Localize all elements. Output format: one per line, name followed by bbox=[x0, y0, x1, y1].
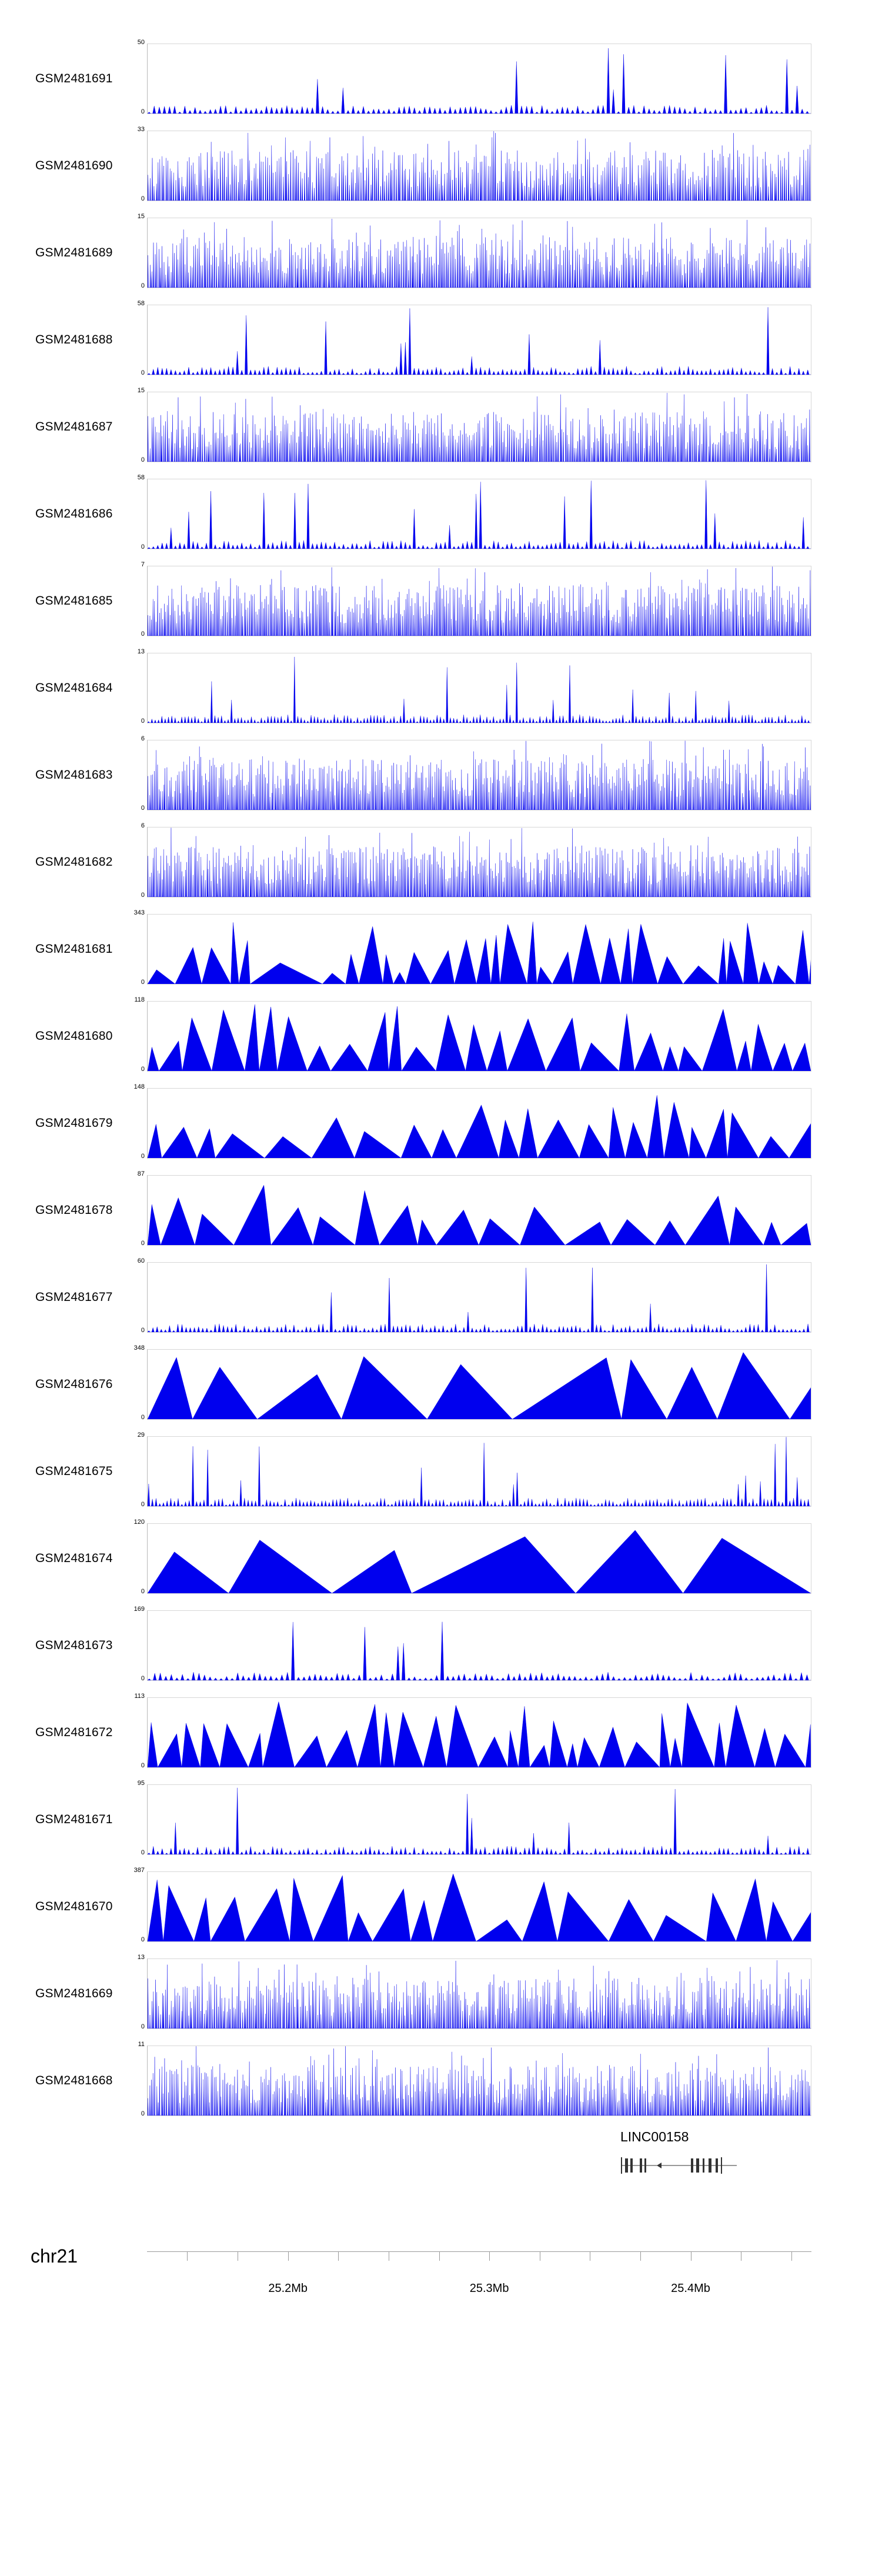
axis-tick-label: 25.4Mb bbox=[671, 2282, 710, 2295]
coverage-track bbox=[0, 1341, 882, 1428]
track-plot-area[interactable] bbox=[147, 1697, 811, 1768]
axis-min-value: 0 bbox=[141, 630, 145, 638]
gene-model[interactable] bbox=[620, 2154, 738, 2177]
axis-min-value: 0 bbox=[141, 1849, 145, 1856]
track-plot-area[interactable] bbox=[147, 1088, 811, 1159]
axis-max-value: 11 bbox=[138, 2041, 145, 2048]
coverage-track bbox=[0, 558, 882, 645]
axis-line bbox=[147, 2251, 811, 2252]
track-label-gsm2481682: GSM2481682 bbox=[35, 855, 113, 869]
track-plot-area[interactable] bbox=[147, 1001, 811, 1072]
track-plot-area[interactable] bbox=[147, 1349, 811, 1420]
axis-min-value: 0 bbox=[141, 1153, 145, 1160]
axis-max-value: 58 bbox=[137, 474, 145, 481]
track-label-gsm2481669: GSM2481669 bbox=[35, 1987, 113, 2000]
coverage-track bbox=[0, 993, 882, 1080]
track-label-gsm2481671: GSM2481671 bbox=[35, 1813, 113, 1826]
track-label-gsm2481688: GSM2481688 bbox=[35, 333, 113, 346]
track-plot-area[interactable] bbox=[147, 305, 811, 375]
track-label-gsm2481683: GSM2481683 bbox=[35, 768, 113, 782]
coverage-tracks bbox=[0, 35, 882, 2124]
track-label-gsm2481691: GSM2481691 bbox=[35, 72, 113, 85]
axis-min-value: 0 bbox=[141, 2023, 145, 2030]
coverage-track bbox=[0, 383, 882, 471]
coverage-track bbox=[0, 122, 882, 209]
axis-max-value: 118 bbox=[134, 996, 145, 1003]
track-label-gsm2481681: GSM2481681 bbox=[35, 942, 113, 956]
coverage-track bbox=[0, 819, 882, 906]
axis-min-value: 0 bbox=[141, 1066, 145, 1073]
axis-max-value: 13 bbox=[137, 1954, 145, 1961]
axis-max-value: 60 bbox=[137, 1257, 145, 1264]
track-label-gsm2481687: GSM2481687 bbox=[35, 420, 113, 433]
chromosome-axis-panel bbox=[0, 2235, 882, 2341]
track-plot-area[interactable] bbox=[147, 914, 811, 985]
track-plot-area[interactable] bbox=[147, 1262, 811, 1333]
track-label-gsm2481686: GSM2481686 bbox=[35, 507, 113, 520]
track-label-gsm2481678: GSM2481678 bbox=[35, 1203, 113, 1217]
axis-tick bbox=[489, 2251, 490, 2261]
coverage-track bbox=[0, 209, 882, 296]
track-plot-area[interactable] bbox=[147, 1871, 811, 1942]
axis-max-value: 6 bbox=[141, 822, 145, 829]
coverage-track bbox=[0, 1689, 882, 1776]
axis-min-value: 0 bbox=[141, 456, 145, 463]
axis-max-value: 148 bbox=[133, 1083, 145, 1090]
track-plot-area[interactable] bbox=[147, 566, 811, 636]
axis-tick bbox=[791, 2251, 792, 2261]
chromosome-ruler[interactable] bbox=[147, 2251, 811, 2322]
track-plot-area[interactable] bbox=[147, 131, 811, 201]
track-plot-area[interactable] bbox=[147, 392, 811, 462]
axis-tick-label: 25.2Mb bbox=[268, 2282, 308, 2295]
axis-min-value: 0 bbox=[141, 369, 145, 376]
coverage-track bbox=[0, 35, 882, 122]
axis-min-value: 0 bbox=[141, 543, 145, 550]
axis-min-value: 0 bbox=[141, 1762, 145, 1769]
track-label-gsm2481685: GSM2481685 bbox=[35, 594, 113, 608]
track-plot-area[interactable] bbox=[147, 653, 811, 723]
coverage-track bbox=[0, 1428, 882, 1515]
axis-max-value: 348 bbox=[133, 1344, 145, 1352]
axis-min-value: 0 bbox=[141, 1240, 145, 1247]
axis-max-value: 113 bbox=[134, 1693, 145, 1700]
track-label-gsm2481676: GSM2481676 bbox=[35, 1377, 113, 1391]
track-label-gsm2481670: GSM2481670 bbox=[35, 1900, 113, 1913]
axis-min-value: 0 bbox=[141, 892, 145, 899]
coverage-track bbox=[0, 1863, 882, 1950]
axis-min-value: 0 bbox=[141, 1588, 145, 1595]
track-plot-area[interactable] bbox=[147, 1523, 811, 1594]
axis-max-value: 15 bbox=[137, 213, 145, 220]
axis-max-value: 95 bbox=[137, 1780, 145, 1787]
track-plot-area[interactable] bbox=[147, 479, 811, 549]
axis-min-value: 0 bbox=[141, 1936, 145, 1943]
axis-tick bbox=[640, 2251, 641, 2261]
axis-min-value: 0 bbox=[141, 2110, 145, 2117]
axis-tick-label: 25.3Mb bbox=[469, 2282, 509, 2295]
chromosome-label: chr21 bbox=[31, 2245, 78, 2267]
axis-max-value: 13 bbox=[137, 648, 145, 655]
axis-tick bbox=[187, 2251, 188, 2261]
coverage-track bbox=[0, 296, 882, 383]
track-plot-area[interactable] bbox=[147, 740, 811, 810]
axis-min-value: 0 bbox=[141, 108, 145, 115]
track-label-gsm2481674: GSM2481674 bbox=[35, 1551, 113, 1565]
gene-label: LINC00158 bbox=[620, 2129, 689, 2144]
axis-max-value: 387 bbox=[133, 1867, 145, 1874]
axis-max-value: 29 bbox=[137, 1432, 145, 1439]
track-label-gsm2481679: GSM2481679 bbox=[35, 1116, 113, 1130]
axis-max-value: 15 bbox=[137, 387, 145, 394]
track-label-gsm2481684: GSM2481684 bbox=[35, 681, 113, 695]
track-plot-area[interactable] bbox=[147, 44, 811, 114]
track-plot-area[interactable] bbox=[147, 1436, 811, 1507]
coverage-track bbox=[0, 906, 882, 993]
coverage-track bbox=[0, 1080, 882, 1167]
track-label-gsm2481672: GSM2481672 bbox=[35, 1726, 113, 1739]
track-plot-area[interactable] bbox=[147, 2046, 811, 2116]
axis-tick bbox=[288, 2251, 289, 2261]
coverage-track bbox=[0, 1602, 882, 1689]
axis-min-value: 0 bbox=[141, 805, 145, 812]
axis-max-value: 120 bbox=[133, 1519, 145, 1526]
axis-max-value: 50 bbox=[137, 39, 145, 46]
track-plot-area[interactable] bbox=[147, 1958, 811, 2029]
axis-min-value: 0 bbox=[141, 1501, 145, 1508]
axis-min-value: 0 bbox=[141, 1675, 145, 1682]
track-label-gsm2481689: GSM2481689 bbox=[35, 246, 113, 259]
coverage-track bbox=[0, 732, 882, 819]
track-label-gsm2481680: GSM2481680 bbox=[35, 1029, 113, 1043]
track-plot-area[interactable] bbox=[147, 827, 811, 897]
axis-max-value: 343 bbox=[133, 909, 145, 916]
axis-max-value: 169 bbox=[133, 1606, 145, 1613]
track-label-gsm2481690: GSM2481690 bbox=[35, 159, 113, 172]
coverage-track bbox=[0, 1950, 882, 2037]
axis-tick bbox=[439, 2251, 440, 2261]
track-label-gsm2481677: GSM2481677 bbox=[35, 1290, 113, 1304]
coverage-track bbox=[0, 471, 882, 558]
track-label-gsm2481675: GSM2481675 bbox=[35, 1464, 113, 1478]
coverage-track bbox=[0, 1515, 882, 1602]
axis-min-value: 0 bbox=[141, 1414, 145, 1421]
track-plot-area[interactable] bbox=[147, 1175, 811, 1246]
track-label-gsm2481673: GSM2481673 bbox=[35, 1639, 113, 1652]
coverage-track bbox=[0, 645, 882, 732]
coverage-track bbox=[0, 1776, 882, 1863]
axis-min-value: 0 bbox=[141, 282, 145, 289]
coverage-track bbox=[0, 1254, 882, 1341]
axis-max-value: 7 bbox=[141, 561, 145, 568]
track-label-gsm2481668: GSM2481668 bbox=[35, 2074, 113, 2087]
axis-tick bbox=[338, 2251, 339, 2261]
axis-min-value: 0 bbox=[141, 718, 145, 725]
track-plot-area[interactable] bbox=[147, 218, 811, 288]
coverage-track bbox=[0, 1167, 882, 1254]
axis-min-value: 0 bbox=[141, 1327, 145, 1334]
axis-min-value: 0 bbox=[141, 979, 145, 986]
axis-min-value: 0 bbox=[141, 195, 145, 202]
gene-annotation-panel bbox=[0, 2129, 882, 2200]
track-plot-area[interactable] bbox=[147, 1784, 811, 1855]
axis-max-value: 33 bbox=[137, 126, 145, 133]
axis-max-value: 87 bbox=[137, 1170, 145, 1177]
coverage-track bbox=[0, 2037, 882, 2124]
axis-max-value: 6 bbox=[141, 735, 145, 742]
axis-max-value: 58 bbox=[137, 300, 145, 307]
track-plot-area[interactable] bbox=[147, 1610, 811, 1681]
